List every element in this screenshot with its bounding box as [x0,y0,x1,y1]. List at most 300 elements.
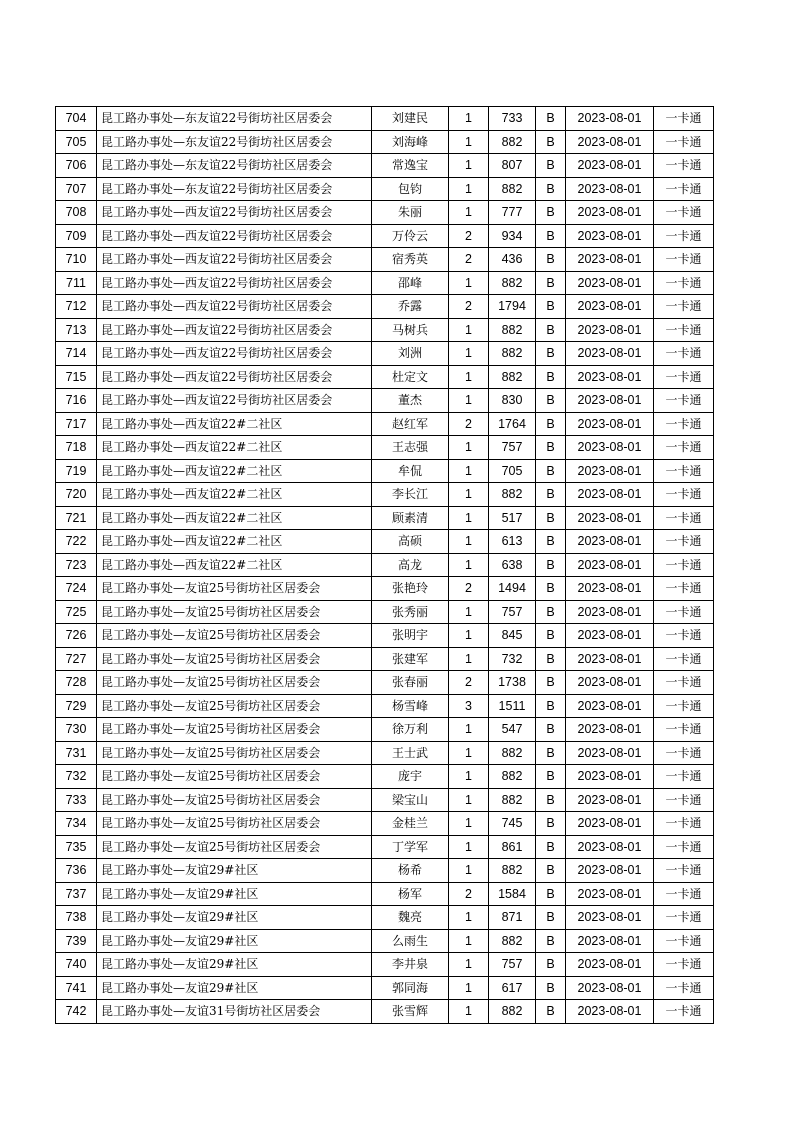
community-unit-cell: 昆工路办事处—东友谊22号街坊社区居委会 [97,107,372,131]
category-cell: B [536,577,566,601]
payment-method-cell: 一卡通 [654,436,714,460]
payment-method-cell: 一卡通 [654,906,714,930]
table-row [56,741,714,765]
community-unit-cell: 昆工路办事处—西友谊22号街坊社区居委会 [97,295,372,319]
category-cell: B [536,624,566,648]
payment-method-cell: 一卡通 [654,859,714,883]
row-number-cell: 709 [56,224,97,248]
payment-method-cell: 一卡通 [654,788,714,812]
date-cell: 2023-08-01 [566,483,654,507]
amount-cell: 547 [489,718,536,742]
date-cell: 2023-08-01 [566,154,654,178]
amount-cell: 934 [489,224,536,248]
amount-cell: 882 [489,483,536,507]
payment-method-cell: 一卡通 [654,694,714,718]
amount-cell: 882 [489,271,536,295]
community-unit-cell: 昆工路办事处—友谊25号街坊社区居委会 [97,788,372,812]
community-unit-cell: 昆工路办事处—友谊29#社区 [97,859,372,883]
row-number-cell: 735 [56,835,97,859]
date-cell: 2023-08-01 [566,929,654,953]
community-unit-cell: 昆工路办事处—友谊25号街坊社区居委会 [97,765,372,789]
person-name-cell: 杨军 [372,882,449,906]
person-name-cell: 郭同海 [372,976,449,1000]
amount-cell: 830 [489,389,536,413]
category-cell: B [536,342,566,366]
row-number-cell: 715 [56,365,97,389]
records-table [55,106,714,1024]
household-count-cell: 1 [449,271,489,295]
community-unit-cell: 昆工路办事处—西友谊22号街坊社区居委会 [97,342,372,366]
row-number-cell: 729 [56,694,97,718]
category-cell: B [536,365,566,389]
row-number-cell: 718 [56,436,97,460]
amount-cell: 882 [489,365,536,389]
table-row [56,506,714,530]
table-row [56,248,714,272]
person-name-cell: 乔露 [372,295,449,319]
amount-cell: 807 [489,154,536,178]
community-unit-cell: 昆工路办事处—西友谊22#二社区 [97,412,372,436]
payment-method-cell: 一卡通 [654,624,714,648]
row-number-cell: 733 [56,788,97,812]
household-count-cell: 2 [449,882,489,906]
date-cell: 2023-08-01 [566,506,654,530]
category-cell: B [536,483,566,507]
person-name-cell: 万伶云 [372,224,449,248]
row-number-cell: 721 [56,506,97,530]
category-cell: B [536,906,566,930]
household-count-cell: 2 [449,412,489,436]
payment-method-cell: 一卡通 [654,577,714,601]
amount-cell: 882 [489,788,536,812]
amount-cell: 1794 [489,295,536,319]
amount-cell: 882 [489,929,536,953]
payment-method-cell: 一卡通 [654,248,714,272]
payment-method-cell: 一卡通 [654,130,714,154]
payment-method-cell: 一卡通 [654,1000,714,1024]
community-unit-cell: 昆工路办事处—友谊29#社区 [97,882,372,906]
date-cell: 2023-08-01 [566,718,654,742]
household-count-cell: 2 [449,671,489,695]
table-row [56,835,714,859]
amount-cell: 745 [489,812,536,836]
community-unit-cell: 昆工路办事处—西友谊22#二社区 [97,530,372,554]
household-count-cell: 1 [449,976,489,1000]
date-cell: 2023-08-01 [566,365,654,389]
community-unit-cell: 昆工路办事处—友谊25号街坊社区居委会 [97,694,372,718]
row-number-cell: 727 [56,647,97,671]
amount-cell: 845 [489,624,536,648]
community-unit-cell: 昆工路办事处—西友谊22号街坊社区居委会 [97,365,372,389]
row-number-cell: 726 [56,624,97,648]
person-name-cell: 金桂兰 [372,812,449,836]
community-unit-cell: 昆工路办事处—友谊25号街坊社区居委会 [97,835,372,859]
date-cell: 2023-08-01 [566,882,654,906]
category-cell: B [536,600,566,624]
amount-cell: 882 [489,177,536,201]
table-row [56,389,714,413]
payment-method-cell: 一卡通 [654,224,714,248]
category-cell: B [536,389,566,413]
table-row [56,154,714,178]
payment-method-cell: 一卡通 [654,671,714,695]
table-row [56,647,714,671]
amount-cell: 1511 [489,694,536,718]
household-count-cell: 1 [449,1000,489,1024]
date-cell: 2023-08-01 [566,553,654,577]
row-number-cell: 736 [56,859,97,883]
household-count-cell: 1 [449,953,489,977]
date-cell: 2023-08-01 [566,859,654,883]
household-count-cell: 2 [449,248,489,272]
amount-cell: 777 [489,201,536,225]
payment-method-cell: 一卡通 [654,201,714,225]
community-unit-cell: 昆工路办事处—友谊29#社区 [97,953,372,977]
person-name-cell: 包钧 [372,177,449,201]
amount-cell: 1738 [489,671,536,695]
community-unit-cell: 昆工路办事处—西友谊22号街坊社区居委会 [97,318,372,342]
community-unit-cell: 昆工路办事处—东友谊22号街坊社区居委会 [97,177,372,201]
payment-method-cell: 一卡通 [654,412,714,436]
payment-method-cell: 一卡通 [654,882,714,906]
household-count-cell: 1 [449,530,489,554]
payment-method-cell: 一卡通 [654,741,714,765]
amount-cell: 617 [489,976,536,1000]
category-cell: B [536,788,566,812]
household-count-cell: 1 [449,154,489,178]
household-count-cell: 1 [449,765,489,789]
payment-method-cell: 一卡通 [654,929,714,953]
date-cell: 2023-08-01 [566,647,654,671]
person-name-cell: 李井泉 [372,953,449,977]
payment-method-cell: 一卡通 [654,812,714,836]
category-cell: B [536,671,566,695]
community-unit-cell: 昆工路办事处—西友谊22号街坊社区居委会 [97,201,372,225]
person-name-cell: 马树兵 [372,318,449,342]
table-row [56,271,714,295]
payment-method-cell: 一卡通 [654,553,714,577]
community-unit-cell: 昆工路办事处—西友谊22号街坊社区居委会 [97,224,372,248]
date-cell: 2023-08-01 [566,671,654,695]
household-count-cell: 1 [449,130,489,154]
household-count-cell: 1 [449,859,489,883]
household-count-cell: 1 [449,624,489,648]
table-row [56,201,714,225]
row-number-cell: 719 [56,459,97,483]
payment-method-cell: 一卡通 [654,459,714,483]
amount-cell: 1764 [489,412,536,436]
row-number-cell: 740 [56,953,97,977]
table-row [56,412,714,436]
date-cell: 2023-08-01 [566,271,654,295]
date-cell: 2023-08-01 [566,741,654,765]
payment-method-cell: 一卡通 [654,765,714,789]
row-number-cell: 710 [56,248,97,272]
row-number-cell: 728 [56,671,97,695]
community-unit-cell: 昆工路办事处—东友谊22号街坊社区居委会 [97,130,372,154]
row-number-cell: 739 [56,929,97,953]
category-cell: B [536,436,566,460]
community-unit-cell: 昆工路办事处—西友谊22#二社区 [97,436,372,460]
person-name-cell: 刘建民 [372,107,449,131]
person-name-cell: 赵红军 [372,412,449,436]
category-cell: B [536,835,566,859]
category-cell: B [536,718,566,742]
community-unit-cell: 昆工路办事处—西友谊22#二社区 [97,459,372,483]
amount-cell: 757 [489,436,536,460]
row-number-cell: 712 [56,295,97,319]
date-cell: 2023-08-01 [566,765,654,789]
payment-method-cell: 一卡通 [654,976,714,1000]
category-cell: B [536,295,566,319]
category-cell: B [536,177,566,201]
category-cell: B [536,976,566,1000]
amount-cell: 882 [489,318,536,342]
row-number-cell: 707 [56,177,97,201]
date-cell: 2023-08-01 [566,577,654,601]
table-row [56,765,714,789]
household-count-cell: 2 [449,295,489,319]
person-name-cell: 宿秀英 [372,248,449,272]
household-count-cell: 1 [449,647,489,671]
table-row [56,577,714,601]
category-cell: B [536,859,566,883]
payment-method-cell: 一卡通 [654,835,714,859]
date-cell: 2023-08-01 [566,248,654,272]
payment-method-cell: 一卡通 [654,342,714,366]
row-number-cell: 732 [56,765,97,789]
person-name-cell: 张秀丽 [372,600,449,624]
person-name-cell: 梁宝山 [372,788,449,812]
household-count-cell: 2 [449,224,489,248]
payment-method-cell: 一卡通 [654,107,714,131]
amount-cell: 733 [489,107,536,131]
category-cell: B [536,882,566,906]
person-name-cell: 高硕 [372,530,449,554]
date-cell: 2023-08-01 [566,906,654,930]
person-name-cell: 张明宇 [372,624,449,648]
date-cell: 2023-08-01 [566,624,654,648]
household-count-cell: 1 [449,600,489,624]
payment-method-cell: 一卡通 [654,506,714,530]
row-number-cell: 714 [56,342,97,366]
amount-cell: 757 [489,600,536,624]
household-count-cell: 1 [449,342,489,366]
person-name-cell: 朱丽 [372,201,449,225]
date-cell: 2023-08-01 [566,788,654,812]
community-unit-cell: 昆工路办事处—友谊29#社区 [97,906,372,930]
table-row [56,295,714,319]
row-number-cell: 705 [56,130,97,154]
community-unit-cell: 昆工路办事处—西友谊22号街坊社区居委会 [97,248,372,272]
table-row [56,365,714,389]
table-row [56,718,714,742]
person-name-cell: 顾素清 [372,506,449,530]
payment-method-cell: 一卡通 [654,600,714,624]
household-count-cell: 1 [449,553,489,577]
household-count-cell: 1 [449,177,489,201]
category-cell: B [536,694,566,718]
amount-cell: 871 [489,906,536,930]
household-count-cell: 1 [449,788,489,812]
table-row [56,671,714,695]
category-cell: B [536,459,566,483]
amount-cell: 732 [489,647,536,671]
payment-method-cell: 一卡通 [654,318,714,342]
table-row [56,906,714,930]
table-row [56,624,714,648]
amount-cell: 517 [489,506,536,530]
table-row [56,224,714,248]
person-name-cell: 高龙 [372,553,449,577]
table-row [56,177,714,201]
row-number-cell: 716 [56,389,97,413]
community-unit-cell: 昆工路办事处—友谊25号街坊社区居委会 [97,647,372,671]
amount-cell: 613 [489,530,536,554]
amount-cell: 861 [489,835,536,859]
household-count-cell: 1 [449,459,489,483]
date-cell: 2023-08-01 [566,976,654,1000]
date-cell: 2023-08-01 [566,812,654,836]
category-cell: B [536,553,566,577]
household-count-cell: 1 [449,318,489,342]
amount-cell: 1584 [489,882,536,906]
payment-method-cell: 一卡通 [654,177,714,201]
row-number-cell: 725 [56,600,97,624]
household-count-cell: 1 [449,718,489,742]
row-number-cell: 713 [56,318,97,342]
household-count-cell: 1 [449,436,489,460]
category-cell: B [536,741,566,765]
row-number-cell: 742 [56,1000,97,1024]
person-name-cell: 张雪辉 [372,1000,449,1024]
person-name-cell: 庞宇 [372,765,449,789]
community-unit-cell: 昆工路办事处—友谊25号街坊社区居委会 [97,600,372,624]
row-number-cell: 724 [56,577,97,601]
date-cell: 2023-08-01 [566,224,654,248]
community-unit-cell: 昆工路办事处—西友谊22号街坊社区居委会 [97,389,372,413]
community-unit-cell: 昆工路办事处—西友谊22#二社区 [97,506,372,530]
amount-cell: 882 [489,1000,536,1024]
date-cell: 2023-08-01 [566,295,654,319]
person-name-cell: 张春丽 [372,671,449,695]
date-cell: 2023-08-01 [566,835,654,859]
household-count-cell: 1 [449,741,489,765]
row-number-cell: 737 [56,882,97,906]
person-name-cell: 王志强 [372,436,449,460]
row-number-cell: 731 [56,741,97,765]
category-cell: B [536,412,566,436]
community-unit-cell: 昆工路办事处—友谊25号街坊社区居委会 [97,812,372,836]
person-name-cell: 牟侃 [372,459,449,483]
person-name-cell: 徐万利 [372,718,449,742]
household-count-cell: 1 [449,906,489,930]
table-row [56,130,714,154]
person-name-cell: 常逸宝 [372,154,449,178]
category-cell: B [536,271,566,295]
category-cell: B [536,318,566,342]
household-count-cell: 1 [449,483,489,507]
community-unit-cell: 昆工路办事处—西友谊22号街坊社区居委会 [97,271,372,295]
payment-method-cell: 一卡通 [654,647,714,671]
row-number-cell: 730 [56,718,97,742]
table-row [56,953,714,977]
community-unit-cell: 昆工路办事处—友谊29#社区 [97,929,372,953]
household-count-cell: 2 [449,577,489,601]
row-number-cell: 722 [56,530,97,554]
table-row [56,600,714,624]
date-cell: 2023-08-01 [566,318,654,342]
payment-method-cell: 一卡通 [654,483,714,507]
community-unit-cell: 昆工路办事处—友谊25号街坊社区居委会 [97,671,372,695]
category-cell: B [536,130,566,154]
category-cell: B [536,107,566,131]
person-name-cell: 张建军 [372,647,449,671]
row-number-cell: 708 [56,201,97,225]
person-name-cell: 杜定文 [372,365,449,389]
date-cell: 2023-08-01 [566,953,654,977]
person-name-cell: 杨雪峰 [372,694,449,718]
category-cell: B [536,765,566,789]
household-count-cell: 1 [449,365,489,389]
community-unit-cell: 昆工路办事处—友谊25号街坊社区居委会 [97,624,372,648]
person-name-cell: 邵峰 [372,271,449,295]
table-row [56,694,714,718]
table-row [56,483,714,507]
row-number-cell: 717 [56,412,97,436]
date-cell: 2023-08-01 [566,459,654,483]
payment-method-cell: 一卡通 [654,295,714,319]
amount-cell: 638 [489,553,536,577]
amount-cell: 882 [489,765,536,789]
date-cell: 2023-08-01 [566,177,654,201]
row-number-cell: 723 [56,553,97,577]
amount-cell: 1494 [489,577,536,601]
payment-method-cell: 一卡通 [654,154,714,178]
date-cell: 2023-08-01 [566,342,654,366]
table-row [56,976,714,1000]
date-cell: 2023-08-01 [566,130,654,154]
table-row [56,1000,714,1024]
payment-method-cell: 一卡通 [654,271,714,295]
table-row [56,929,714,953]
table-row [56,436,714,460]
amount-cell: 436 [489,248,536,272]
community-unit-cell: 昆工路办事处—友谊25号街坊社区居委会 [97,741,372,765]
date-cell: 2023-08-01 [566,107,654,131]
household-count-cell: 1 [449,389,489,413]
category-cell: B [536,1000,566,1024]
person-name-cell: 杨希 [372,859,449,883]
person-name-cell: 魏亮 [372,906,449,930]
amount-cell: 882 [489,130,536,154]
household-count-cell: 1 [449,929,489,953]
person-name-cell: 王士武 [372,741,449,765]
category-cell: B [536,647,566,671]
amount-cell: 882 [489,859,536,883]
table-body [56,107,714,1024]
person-name-cell: 丁学军 [372,835,449,859]
date-cell: 2023-08-01 [566,530,654,554]
amount-cell: 882 [489,342,536,366]
community-unit-cell: 昆工路办事处—西友谊22#二社区 [97,553,372,577]
table-row [56,530,714,554]
table-row [56,318,714,342]
table-row [56,459,714,483]
person-name-cell: 么雨生 [372,929,449,953]
household-count-cell: 1 [449,812,489,836]
household-count-cell: 1 [449,107,489,131]
